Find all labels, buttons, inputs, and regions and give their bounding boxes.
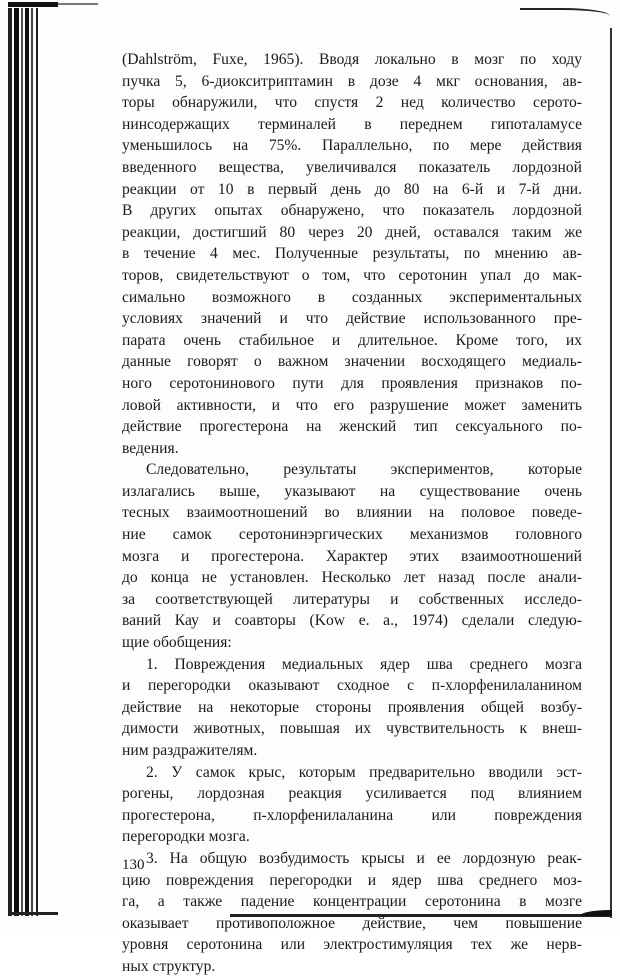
bottom-left-page-edge [8,912,58,915]
list-item-1-start: 1. Повреждения медиальных ядер шва среднего мозга [146,655,582,673]
page-edge-strip [14,8,19,916]
text-line: перегородки мозга. [122,828,250,846]
page-edge-strip [31,8,33,916]
page-edge-strip [25,8,29,916]
bottom-right-page-corner [580,910,612,916]
text-line: и перегородки оказывают сходное с п-хлорфенилаланином [122,677,582,695]
text-line: нинсодержащих терминалей в переднем гипоталамусе [122,115,582,133]
text-line: уровня серотонина или электростимуляция тех же нерв- [122,936,582,954]
text-line: в течение 4 мес. Полученные результаты, по мнению ав- [122,245,582,263]
text-line: ного серотонинового пути для проявления признаков по- [122,374,582,392]
text-line: данные говорят о важном значении восходящего медиаль- [122,353,582,371]
text-line: ных структур. [122,957,216,975]
text-line: рогены, лордозная реакция усиливается под влиянием [122,785,582,803]
text-line: излагались выше, указывают на существование очень [122,482,582,500]
text-line: реакции, достигший 80 через 20 дней, оставался таким же [122,223,582,241]
text-line: В других опытах обнаружено, что показатель лордозной [122,202,582,220]
text-line: ловой активности, и что его разрушение может заменить [122,396,582,414]
text-line: введенного вещества, увеличивался показатель лордозной [122,158,582,176]
page-edge-strip [36,8,38,916]
list-item-2-start: 2. У самок крыс, которым предварительно вводили эст- [146,763,582,781]
text-line: симально возможного в созданных экспериментальных [122,288,582,306]
text-line: прогестерона, п-хлорфенилаланина или повреждения [122,806,582,824]
text-line: щие обобщения: [122,634,232,652]
text-line: ним раздражителям. [122,742,258,759]
page-edge-strip [8,8,12,916]
list-item-3-start: 3. На общую возбудимость крысы и ее лордозную реак- [146,849,582,867]
text-line: димости животных, повышая их чувствительность к внеш- [122,720,582,738]
text-line: ние самок серотонинэргических механизмов головного [122,526,582,544]
text-line: мозга и прогестерона. Характер этих взаимоотношений [122,547,582,565]
top-right-page-corner [520,8,610,16]
top-binding-edge [8,2,58,7]
text-line: ваний Кау и соавторы (Kow e. a., 1974) сделали следую- [122,612,582,630]
right-page-edge [610,28,612,918]
paragraph-start-line: Следовательно, результаты экспериментов, которые [146,461,582,479]
text-line: пучка 5, 6-диокситриптамин в дозе 4 мкг основания, ав- [122,72,582,90]
text-line: торы обнаружили, что спустя 2 нед количество серото- [122,94,582,112]
text-line: оказывает противоположное действие, чем повышение [122,914,582,932]
page-number: 130 [122,857,145,873]
text-line: за соответствующей литературы и собственных исследо- [122,590,582,608]
text-line: ведения. [122,439,179,457]
text-line: действие прогестерона на женский тип сексуального по- [122,418,582,436]
body-text [122,49,582,978]
text-line: действие на некоторые стороны проявления общей возбу- [122,698,582,716]
text-line: цию повреждения перегородки и ядер шва среднего моз- [122,871,582,889]
text-line: (Dahlström, Fuxe, 1965). Вводя локально в мозг по ходу [122,51,582,68]
text-line: условиях значений и что действие использованного пре- [122,310,582,328]
page-edge-strip [21,8,23,916]
text-line: парата очень стабильное и длительное. Кроме того, их [122,331,582,349]
text-line: уменьшилось на 75%. Параллельно, по мере действия [122,137,582,155]
book-binding-edge [8,4,38,916]
top-binding-edge-fade [58,3,98,5]
text-line: до конца не установлен. Несколько лет назад после анали- [122,569,582,587]
text-line: реакции от 10 в первый день до 80 на 6-й и 7-й дни. [122,180,582,198]
text-line: га, а также падение концентрации серотонина в мозге [122,893,582,911]
text-line: тесных взаимоотношений во влиянии на половое поведе- [122,504,582,522]
text-line: торов, свидетельствуют о том, что серотонин упал до мак- [122,266,582,284]
